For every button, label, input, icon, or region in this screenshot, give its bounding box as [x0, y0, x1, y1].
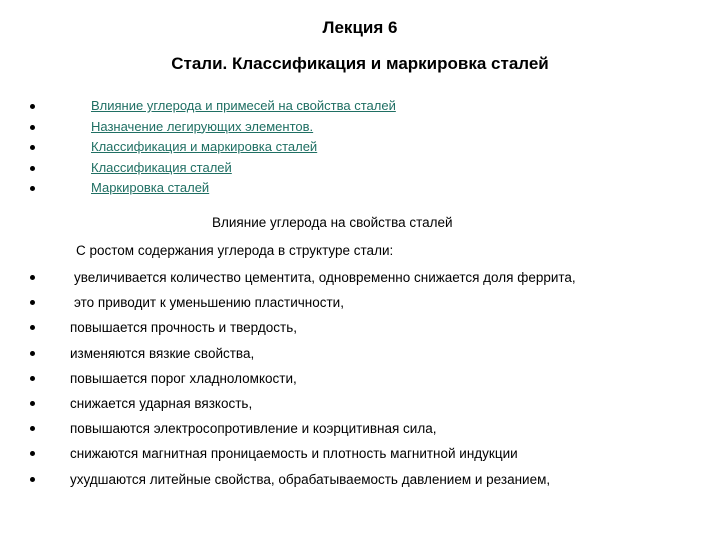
- list-item-text: ухудшаются литейные свойства, обрабатываемость давлением и резанием,: [70, 471, 551, 487]
- bullet-icon: [30, 125, 35, 130]
- bullet-icon: [30, 426, 35, 431]
- list-item-text: увеличивается количество цементита, одновременно снижается доля феррита,: [74, 270, 576, 285]
- bullet-icon: [30, 477, 35, 482]
- list-item-text: изменяются вязкие свойства,: [70, 345, 255, 361]
- list-item-text: снижается ударная вязкость,: [70, 395, 253, 411]
- list-item-text: повышается прочность и твердость,: [70, 320, 297, 336]
- page-title: Стали. Классификация и маркировка сталей: [171, 54, 549, 73]
- bullet-icon: [30, 351, 35, 356]
- section-heading: Влияние углерода на свойства сталей: [212, 215, 453, 230]
- list-item-text: снижаются магнитная проницаемость и плотность магнитной индукции: [70, 446, 518, 462]
- toc-link-classification-marking[interactable]: Классификация и маркировка сталей: [91, 139, 318, 154]
- lecture-title: [0, 18, 720, 38]
- intro-text: С ростом содержания углерода в структуре стали:: [76, 243, 394, 258]
- toc-link-alloying-elements[interactable]: Назначение легирующих элементов.: [91, 118, 314, 134]
- lecture-title-text: Лекция 6: [322, 18, 398, 37]
- toc-link-marking[interactable]: Маркировка сталей: [91, 180, 210, 195]
- bullet-icon: [30, 401, 35, 406]
- bullet-icon: [30, 166, 35, 171]
- bullet-icon: [30, 275, 35, 280]
- list-item-text: повышается порог хладноломкости,: [70, 370, 297, 386]
- list-item-text: это приводит к уменьшению пластичности,: [74, 295, 344, 311]
- bullet-icon: [30, 186, 35, 191]
- bullet-icon: [30, 300, 35, 305]
- bullet-icon: [30, 145, 35, 150]
- bullet-icon: [30, 104, 35, 109]
- list-item-text: повышаются электросопротивление и коэрцитивная сила,: [70, 421, 437, 437]
- toc-link-carbon-impurities[interactable]: Влияние углерода и примесей на свойства сталей: [91, 98, 396, 113]
- bullet-icon: [30, 451, 35, 456]
- toc-link-classification[interactable]: Классификация сталей: [91, 159, 232, 175]
- bullet-icon: [30, 325, 35, 330]
- bullet-icon: [30, 376, 35, 381]
